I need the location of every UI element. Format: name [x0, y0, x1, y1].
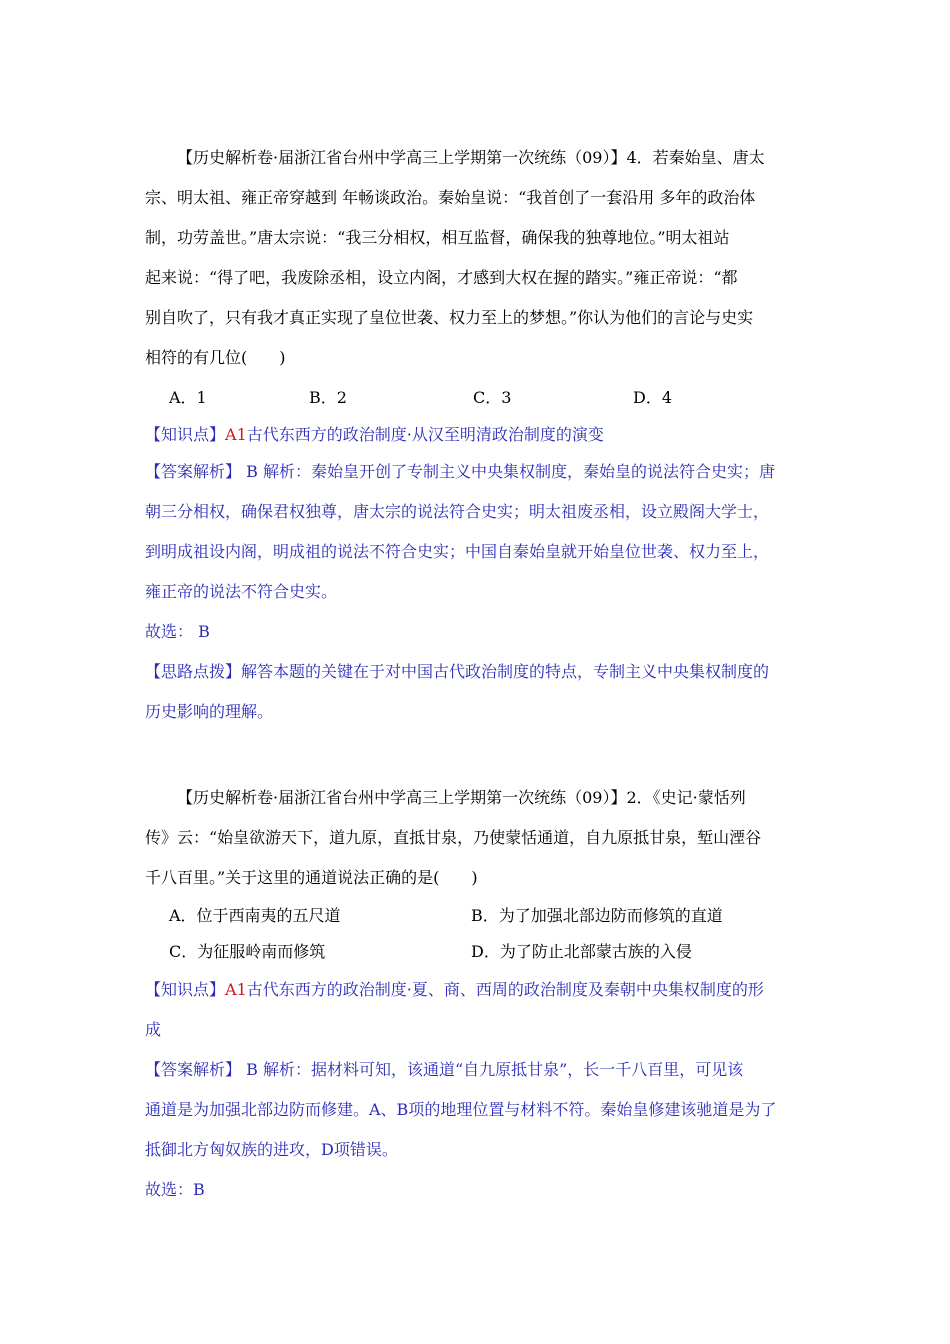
answer-text: B 解析：据材料可知，该通道“自九原抵甘泉”，长一千八百里，可见该 — [241, 1060, 744, 1079]
q1-choice-line: 故选： B — [145, 622, 210, 641]
q1-stem-line: 别自吹了，只有我才真正实现了皇位世袭、权力至上的梦想。”你认为他们的言论与史实 — [145, 308, 754, 327]
q2-option-a: A．位于西南夷的五尺道 — [169, 906, 341, 925]
q1-options — [145, 378, 810, 418]
q2-answer-line: 通道是为加强北部边防而修建。A、B项的地理位置与材料不符。秦始皇修建该驰道是为了 — [145, 1100, 777, 1119]
q2-options-row-1 — [145, 898, 810, 934]
q1-stem-line: 起来说：“得了吧，我废除丞相，设立内阁，才感到大权在握的踏实。”雍正帝说：“都 — [145, 268, 738, 287]
q1-option-d: D．4 — [633, 388, 673, 407]
q1-tip-line — [145, 652, 810, 692]
knowledge-code: A1 — [225, 980, 247, 999]
question-1 — [145, 138, 810, 732]
q1-stem-line: 【历史解析卷·届浙江省台州中学高三上学期第一次统练（09）】4．若秦始皇、唐太 — [177, 148, 765, 167]
q2-option-b: B．为了加强北部边防而修筑的直道 — [471, 906, 723, 925]
q1-answer-line: 雍正帝的说法不符合史实。 — [145, 582, 338, 601]
q1-tip-line: 历史影响的理解。 — [145, 702, 274, 721]
answer-label: 【答案解析】 — [145, 462, 242, 481]
q2-options-row-2 — [145, 934, 810, 970]
q2-knowledge-point — [145, 970, 810, 1010]
q2-option-c: C．为征服岭南而修筑 — [169, 942, 326, 961]
q1-option-a: A．1 — [169, 388, 207, 407]
q1-stem-line: 制，功劳盖世。”唐太宗说：“我三分相权，相互监督，确保我的独尊地位。”明太祖站 — [145, 228, 730, 247]
answer-text: B 解析：秦始皇开创了专制主义中央集权制度，秦始皇的说法符合史实；唐 — [241, 462, 775, 481]
q2-option-d: D．为了防止北部蒙古族的入侵 — [471, 942, 692, 961]
q1-stem-line: 宗、明太祖、雍正帝穿越到 年畅谈政治。秦始皇说：“我首创了一套沿用 多年的政治体 — [145, 188, 756, 207]
q1-knowledge-point — [145, 418, 810, 452]
q1-answer-line: 朝三分相权，确保君权独尊，唐太宗的说法符合史实；明太祖废丞相，设立殿阁大学士， — [145, 502, 770, 521]
knowledge-code: A1 — [225, 425, 247, 444]
q1-option-c: C．3 — [473, 388, 512, 407]
q2-answer-line — [145, 1050, 810, 1090]
q2-choice-line: 故选：B — [145, 1180, 205, 1199]
q1-option-b: B．2 — [309, 388, 347, 407]
q1-answer-line: 到明成祖设内阁，明成祖的说法不符合史实；中国自秦始皇就开始皇位世袭、权力至上， — [145, 542, 770, 561]
knowledge-text: 古代东西方的政治制度·夏、商、西周的政治制度及秦朝中央集权制度的形 — [246, 980, 764, 999]
question-2 — [145, 778, 810, 1210]
answer-label: 【答案解析】 — [145, 1060, 242, 1079]
q1-stem-line: 相符的有几位( ) — [145, 348, 286, 367]
tip-text: 解答本题的关键在于对中国古代政治制度的特点，专制主义中央集权制度的 — [241, 662, 770, 681]
q2-stem-line: 传》云：“始皇欲游天下，道九原，直抵甘泉，乃使蒙恬通道，自九原抵甘泉，堑山湮谷 — [145, 828, 762, 847]
tip-label: 【思路点拨】 — [145, 662, 242, 681]
q2-stem-line: 千八百里。”关于这里的通道说法正确的是( ) — [145, 868, 478, 887]
knowledge-text: 古代东西方的政治制度·从汉至明清政治制度的演变 — [246, 425, 604, 444]
q2-knowledge-line: 成 — [145, 1020, 162, 1039]
knowledge-label: 【知识点】 — [145, 980, 226, 999]
q2-answer-line: 抵御北方匈奴族的进攻，D项错误。 — [145, 1140, 398, 1159]
q1-answer-line — [145, 452, 810, 492]
knowledge-label: 【知识点】 — [145, 425, 226, 444]
q2-stem-line: 【历史解析卷·届浙江省台州中学高三上学期第一次统练（09）】2．《史记·蒙恬列 — [177, 788, 746, 807]
